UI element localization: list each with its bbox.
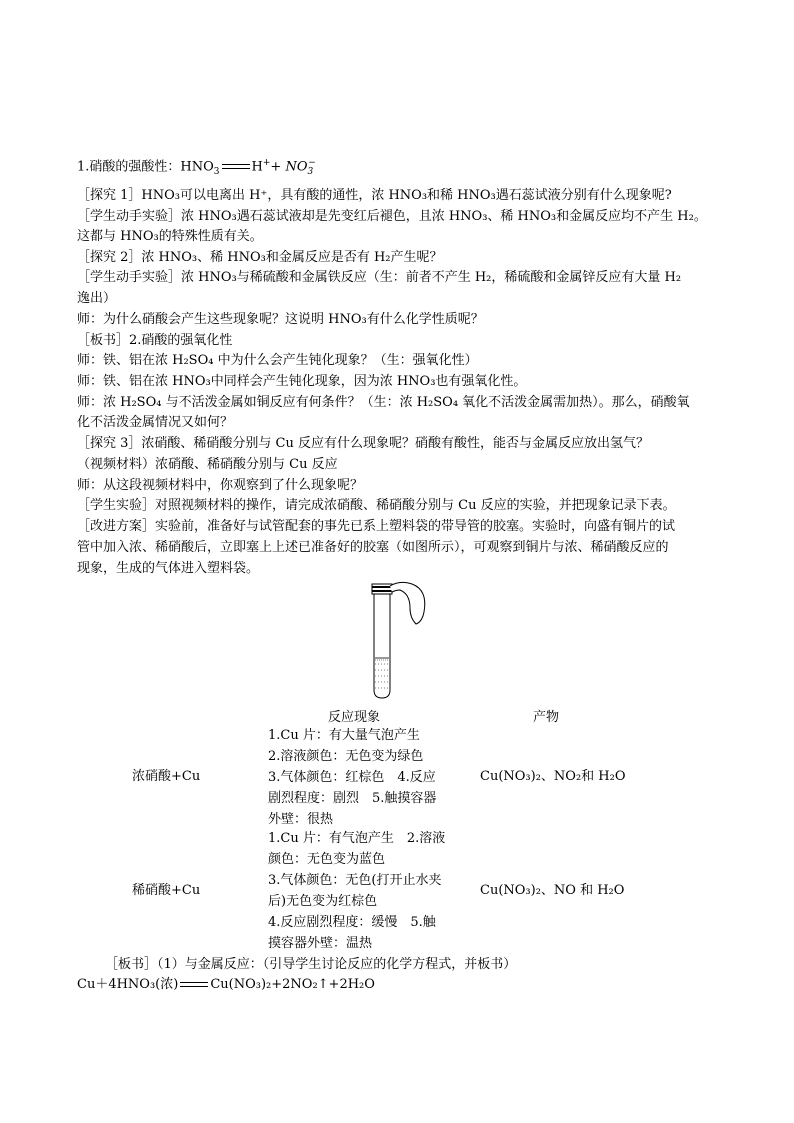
column-header-phenomenon: 反应现象 bbox=[328, 710, 381, 725]
phenomenon-line: 1.Cu 片：有气泡产生 2.溶液 bbox=[268, 831, 446, 846]
paragraph-line: 管中加入浓、稀硝酸后，立即塞上上述已准备好的胶塞（如图所示），可观察到铜片与浓、稀硝酸反应的 bbox=[77, 540, 669, 555]
paragraph-line: ［探究 3］浓硝酸、稀硝酸分别与 Cu 反应有什么现象呢？硝酸有酸性，能否与金属反应放出氢气？ bbox=[77, 436, 649, 451]
phenomenon-line: 2.溶液颜色：无色变为绿色 bbox=[268, 749, 424, 764]
paragraph-line: 师：为什么硝酸会产生这些现象呢？这说明 HNO₃有什么化学性质呢？ bbox=[77, 312, 484, 327]
board-note: ［板书］（1）与金属反应：（引导学生讨论反应的化学方程式，并板书） bbox=[105, 957, 517, 972]
phenomenon-dilute bbox=[268, 828, 448, 954]
phenomenon-line: 1.Cu 片：有大量气泡产生 bbox=[268, 728, 420, 743]
equals-sign bbox=[222, 164, 250, 169]
equals-sign bbox=[180, 982, 208, 987]
paragraph-line: 化不活泼金属情况又如何？ bbox=[77, 415, 234, 430]
column-header-product: 产物 bbox=[533, 710, 560, 725]
reactant-concentrated: 浓硝酸+Cu bbox=[132, 769, 201, 784]
phenomenon-line: 4.反应剧烈程度：缓慢 5.触 bbox=[268, 915, 436, 930]
paragraph-line: 师：浓 H₂SO₄ 与不活泼金属如铜反应有何条件？（生：浓 H₂SO₄ 氧化不活泼金属需加热）。那么，硝酸氧 bbox=[77, 395, 690, 410]
equation-left: Cu＋4HNO₃(浓) bbox=[77, 977, 179, 992]
paragraph-line: 逸出） bbox=[77, 291, 117, 306]
paragraph-line: 师：铁、铝在浓 H₂SO₄ 中为什么会产生钝化现象？（生：强氧化性） bbox=[77, 353, 478, 368]
phenomenon-line: 外壁：很热 bbox=[268, 812, 334, 827]
paragraph-line: ［探究 2］浓 HNO₃、稀 HNO₃和金属反应是否有 H₂产生呢？ bbox=[77, 250, 443, 265]
phenomenon-line: 3.气体颜色：红棕色 4.反应 bbox=[268, 770, 436, 785]
phenomenon-line: 摸容器外壁：温热 bbox=[268, 936, 373, 951]
reactant-dilute: 稀硝酸+Cu bbox=[132, 883, 201, 898]
phenomenon-line: 3.气体颜色：无色(打开止水夹 bbox=[268, 873, 442, 888]
product-dilute: Cu(NO₃)₂、NO 和 H₂O bbox=[480, 883, 625, 898]
paragraph-line: 师：从这段视频材料中，你观察到了什么现象呢？ bbox=[77, 478, 364, 493]
phenomenon-concentrated bbox=[268, 725, 448, 830]
line-strong-acid: 1.硝酸的强酸性：$HNO_3$ $H^++ NO_3^-$ bbox=[77, 158, 316, 177]
text: 1.硝酸的强酸性：HNO bbox=[77, 159, 214, 175]
phenomenon-line: 剧烈程度：剧烈 5.触摸容器 bbox=[268, 791, 437, 806]
paragraph-line: 现象，生成的气体进入塑料袋。 bbox=[77, 561, 260, 576]
nitrate-ion: NO bbox=[285, 159, 308, 175]
test-tube-illustration bbox=[366, 578, 436, 700]
paragraph-line: ［改进方案］实验前，准备好与试管配套的事先已系上塑料袋的带导管的胶塞。实验时，向盛有铜片的试 bbox=[77, 519, 676, 534]
paragraph-line: ［板书］2.硝酸的强氧化性 bbox=[77, 333, 233, 348]
paragraph-line: ［学生动手实验］浓 HNO₃遇石蕊试液却是先变红后褪色，且浓 HNO₃、稀 HNO₃和金属反应均不产生 H₂。 bbox=[77, 209, 707, 224]
product-concentrated: Cu(NO₃)₂、NO₂和 H₂O bbox=[480, 769, 626, 784]
phenomenon-line: 后)无色变为红棕色 bbox=[268, 894, 378, 909]
phenomenon-line: 颜色：无色变为蓝色 bbox=[268, 852, 386, 867]
paragraph-line: （视频材料）浓硝酸、稀硝酸分别与 Cu 反应 bbox=[77, 457, 338, 472]
paragraph-line: ［探究 1］HNO₃可以电离出 H⁺，具有酸的通性，浓 HNO₃和稀 HNO₃遇石蕊试液分别有什么现象呢? bbox=[77, 188, 672, 203]
text: H bbox=[251, 159, 263, 175]
paragraph-line: 师：铁、铝在浓 HNO₃中同样会产生钝化现象，因为浓 HNO₃也有强氧化性。 bbox=[77, 374, 527, 389]
paragraph-line: ［学生动手实验］浓 HNO₃与稀硫酸和金属铁反应（生：前者不产生 H₂，稀硫酸和金属锌反应有大量 H₂ bbox=[77, 270, 682, 285]
equation-right: Cu(NO₃)₂+2NO₂↑+2H₂O bbox=[210, 977, 375, 992]
paragraph-line: 这都与 HNO₃的特殊性质有关。 bbox=[77, 229, 263, 244]
paragraph-line: ［学生实验］对照视频材料的操作，请完成浓硝酸、稀硝酸分别与 Cu 反应的实验，并把现象记录下表。 bbox=[77, 498, 676, 513]
chemical-equation bbox=[77, 975, 375, 995]
